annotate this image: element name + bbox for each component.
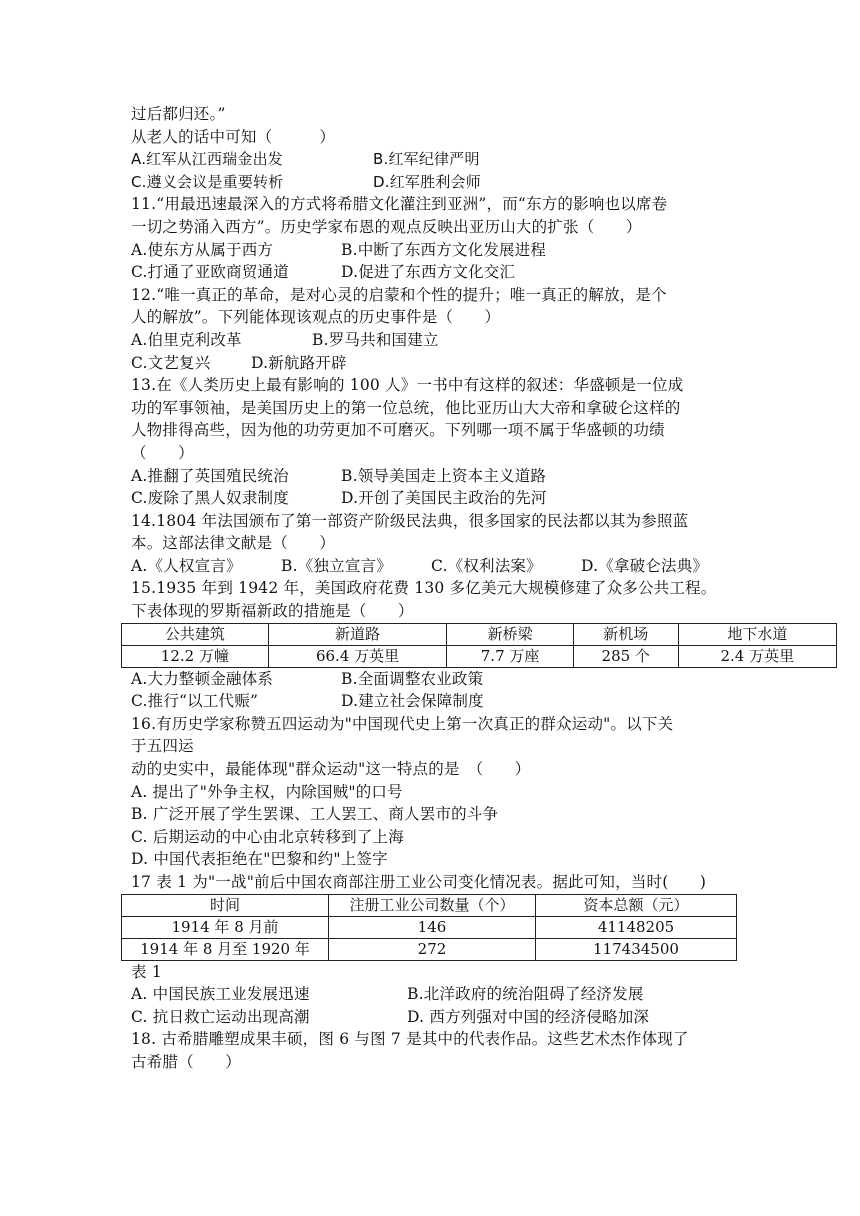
option-b: B. 广泛开展了学生罢课、工人罢工、商人罢市的斗争 bbox=[131, 805, 499, 824]
option-row bbox=[131, 329, 741, 352]
table-header-cell: 公共建筑 bbox=[122, 623, 269, 645]
table-header-row bbox=[122, 623, 837, 645]
question-14-stem: 本。这部法律文献是（ ） bbox=[131, 534, 336, 553]
question-14-stem: 14.1804 年法国颁布了第一部资产阶级民法典，很多国家的民法都以其为参照蓝 bbox=[131, 511, 689, 530]
question-18-stem: 古希腊（ ） bbox=[131, 1052, 241, 1071]
table-row bbox=[122, 645, 837, 667]
option-a: A.《人权宣言》 bbox=[131, 556, 242, 575]
question-text-line: 从老人的话中可知（ ） bbox=[131, 127, 336, 146]
option-row bbox=[131, 555, 741, 578]
table-cell: 12.2 万幢 bbox=[122, 645, 269, 667]
question-11-stem: 11.“用最迅速最深入的方式将希腊文化灌注到亚洲”，而“东方的影响也以席卷 bbox=[131, 195, 668, 214]
option-a: A.推翻了英国殖民统治 bbox=[131, 466, 289, 485]
option-row bbox=[131, 668, 741, 691]
option-b: B.全面调整农业政策 bbox=[341, 669, 484, 688]
option-c: C.《权利法案》 bbox=[431, 556, 542, 575]
table-header-cell: 时间 bbox=[122, 894, 329, 916]
question-13-stem: （ ） bbox=[131, 443, 194, 462]
option-b: B.领导美国走上资本主义道路 bbox=[341, 466, 547, 485]
table-caption: 表 1 bbox=[131, 962, 162, 981]
option-row bbox=[131, 1006, 741, 1029]
question-17-stem: 17 表 1 为"一战"前后中国农商部注册工业公司变化情况表。据此可知，当时( ) bbox=[131, 873, 707, 891]
option-c: C. 后期运动的中心由北京转移到了上海 bbox=[131, 827, 404, 846]
table-cell: 41148205 bbox=[536, 916, 737, 938]
option-row bbox=[131, 352, 741, 375]
option-b: B.红军纪律严明 bbox=[373, 150, 480, 169]
option-b: B.罗马共和国建立 bbox=[312, 330, 439, 349]
option-row bbox=[131, 487, 741, 510]
question-12-stem: 12.“唯一真正的革命，是对心灵的启蒙和个性的提升；唯一真正的解放，是个 bbox=[131, 285, 667, 304]
table-header-cell: 注册工业公司数量（个） bbox=[329, 894, 536, 916]
option-b: B.中断了东西方文化发展进程 bbox=[341, 240, 547, 259]
table-header-cell: 新机场 bbox=[573, 623, 678, 645]
option-a: A.红军从江西瑞金出发 bbox=[131, 150, 283, 169]
option-c: C.废除了黑人奴隶制度 bbox=[131, 489, 289, 508]
option-d: D. 西方列强对中国的经济侵略加深 bbox=[407, 1007, 650, 1026]
option-b: B.《独立宣言》 bbox=[281, 556, 392, 575]
industrial-companies-table bbox=[121, 894, 737, 961]
question-15-stem: 15.1935 年到 1942 年，美国政府花费 130 多亿美元大规模修建了众多公共工程。 bbox=[131, 579, 717, 598]
table-cell: 272 bbox=[329, 938, 536, 960]
option-b: B.北洋政府的统治阻碍了经济发展 bbox=[407, 985, 644, 1004]
question-12-stem: 人的解放”。下列能体现该观点的历史事件是（ ） bbox=[131, 308, 501, 327]
option-d: D.《拿破仑法典》 bbox=[581, 556, 709, 575]
option-row bbox=[131, 690, 741, 713]
table-cell: 2.4 万英里 bbox=[678, 645, 836, 667]
table-row bbox=[122, 916, 737, 938]
question-16-stem: 16.有历史学家称赞五四运动为"中国现代史上第一次真正的群众运动"。以下关 bbox=[131, 714, 674, 733]
table-row bbox=[122, 938, 737, 960]
option-d: D.开创了美国民主政治的先河 bbox=[341, 489, 547, 508]
option-row bbox=[131, 171, 741, 194]
table-header-cell: 资本总额（元） bbox=[536, 894, 737, 916]
option-d: D.红军胜利会师 bbox=[373, 172, 481, 191]
question-11-stem: 一切之势涌入西方”。历史学家布恩的观点反映出亚历山大的扩张（ ） bbox=[131, 217, 642, 236]
option-a: A. 中国民族工业发展迅速 bbox=[131, 985, 310, 1004]
option-d: D. 中国代表拒绝在"巴黎和约"上签字 bbox=[131, 850, 388, 869]
option-row bbox=[131, 239, 741, 262]
table-header-cell: 新道路 bbox=[268, 623, 447, 645]
option-row bbox=[131, 983, 741, 1006]
table-cell: 1914 年 8 月至 1920 年 bbox=[122, 938, 329, 960]
table-cell: 1914 年 8 月前 bbox=[122, 916, 329, 938]
option-c: C.打通了亚欧商贸通道 bbox=[131, 263, 289, 282]
question-text-line: 过后都归还。” bbox=[131, 105, 226, 123]
table-cell: 285 个 bbox=[573, 645, 678, 667]
question-15-stem: 下表体现的罗斯福新政的措施是（ ） bbox=[131, 602, 414, 621]
table-header-row bbox=[122, 894, 737, 916]
option-d: D.新航路开辟 bbox=[251, 353, 347, 372]
option-a: A.伯里克利改革 bbox=[131, 330, 242, 349]
option-a: A.大力整顿金融体系 bbox=[131, 669, 274, 688]
option-row bbox=[131, 261, 741, 284]
question-13-stem: 功的军事领袖，是美国历史上的第一位总统，他比亚历山大大帝和拿破仑这样的 bbox=[131, 398, 681, 417]
option-c: C.文艺复兴 bbox=[131, 353, 211, 372]
table-cell: 66.4 万英里 bbox=[268, 645, 447, 667]
table-header-cell: 新桥梁 bbox=[447, 623, 574, 645]
question-18-stem: 18. 古希腊雕塑成果丰硕，图 6 与图 7 是其中的代表作品。这些艺术杰作体现了 bbox=[131, 1030, 689, 1049]
public-works-table bbox=[121, 623, 837, 668]
question-16-stem: 动的史实中，最能体现"群众运动"这一特点的是 （ ） bbox=[131, 760, 531, 779]
option-d: D.建立社会保障制度 bbox=[341, 692, 484, 711]
option-d: D.促进了东西方文化交汇 bbox=[341, 263, 516, 282]
question-13-stem: 13.在《人类历史上最有影响的 100 人》一书中有这样的叙述：华盛顿是一位成 bbox=[131, 376, 684, 395]
option-a: A. 提出了"外争主权，内除国贼"的口号 bbox=[131, 782, 403, 801]
table-header-cell: 地下水道 bbox=[678, 623, 836, 645]
option-row bbox=[131, 465, 741, 488]
exam-document bbox=[131, 103, 795, 1074]
table-cell: 146 bbox=[329, 916, 536, 938]
question-13-stem: 人物排得高些，因为他的功劳更加不可磨灭。下列哪一项不属于华盛顿的功绩 bbox=[131, 421, 665, 440]
option-row bbox=[131, 148, 741, 171]
table-cell: 117434500 bbox=[536, 938, 737, 960]
option-a: A.使东方从属于西方 bbox=[131, 240, 274, 259]
option-c: C. 抗日救亡运动出现高潮 bbox=[131, 1007, 310, 1026]
question-16-stem: 于五四运 bbox=[131, 737, 194, 756]
option-c: C.推行“以工代赈” bbox=[131, 692, 259, 711]
option-c: C.遵义会议是重要转析 bbox=[131, 172, 284, 191]
table-cell: 7.7 万座 bbox=[447, 645, 574, 667]
